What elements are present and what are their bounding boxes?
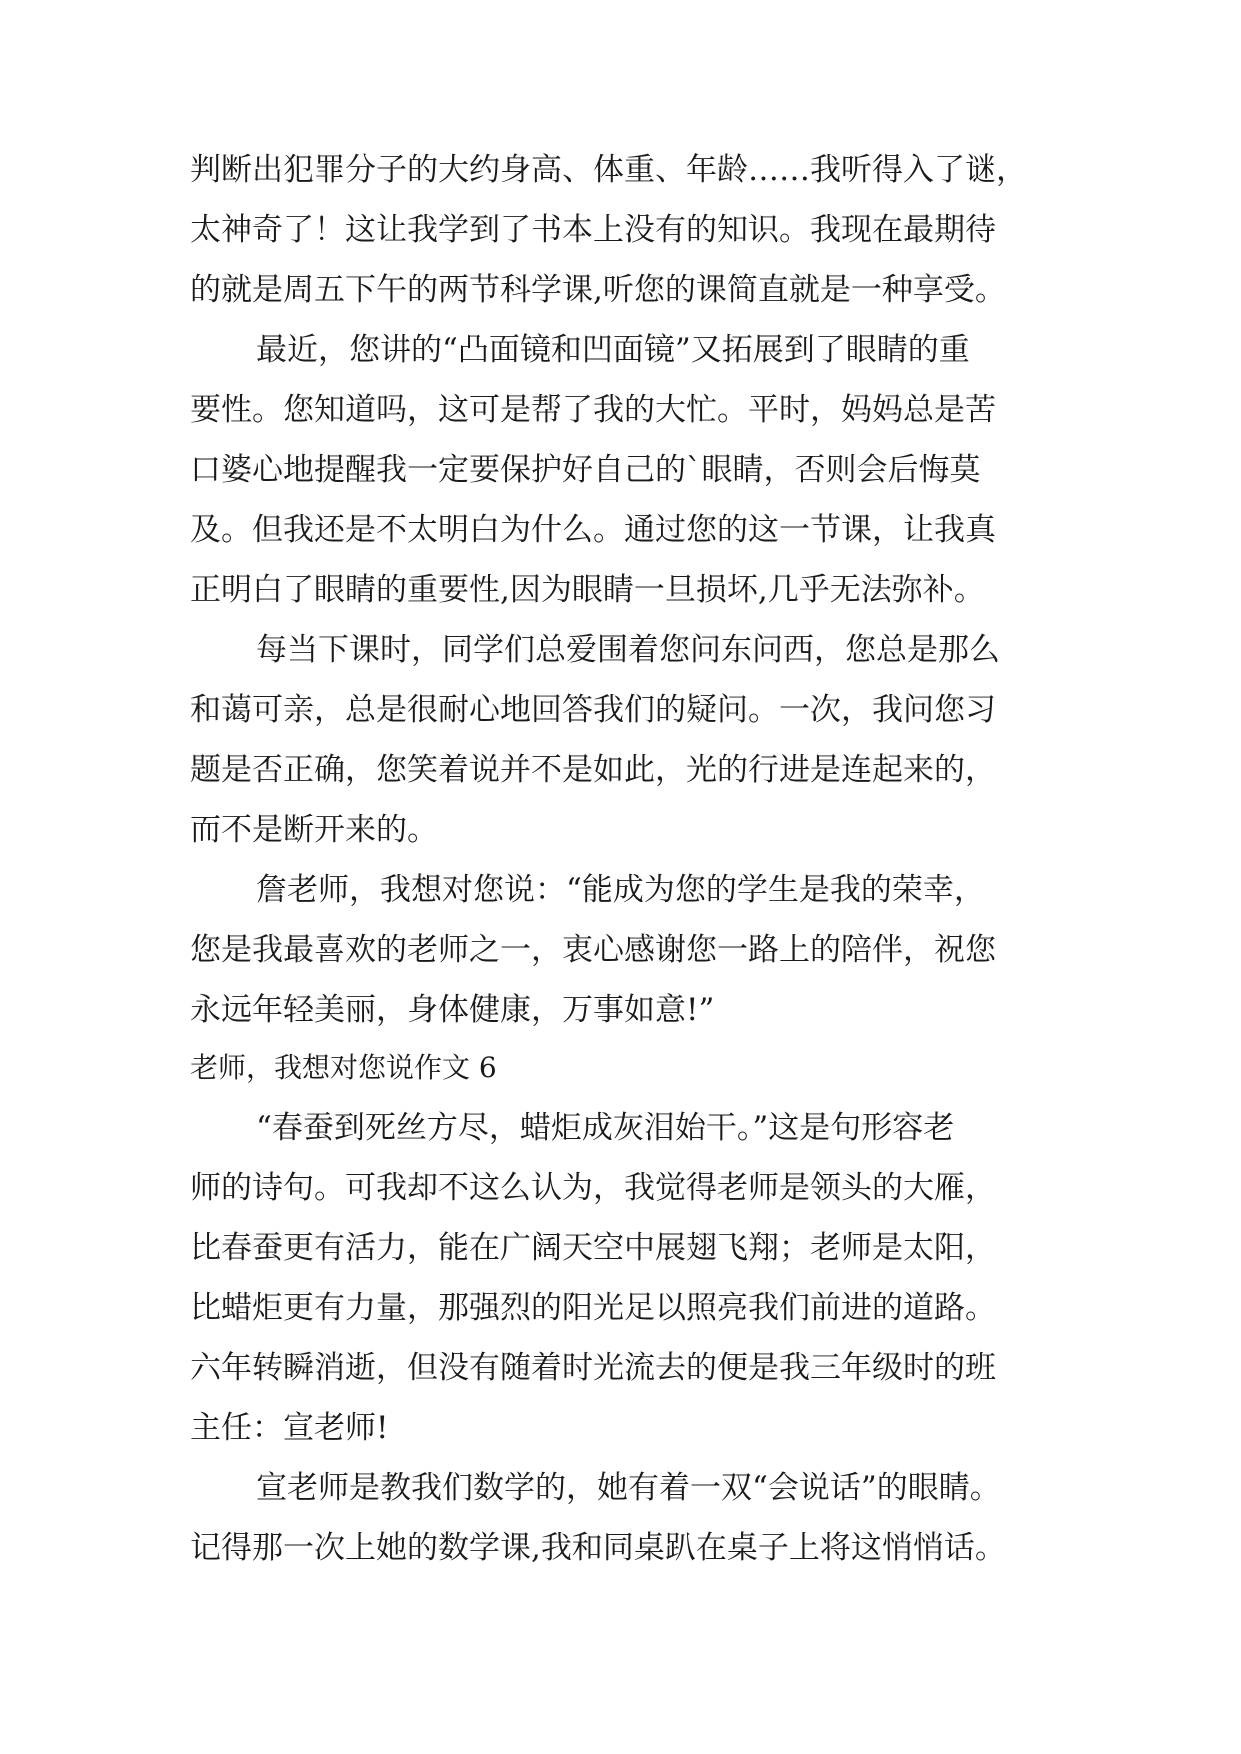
text-line: 要性。您知道吗，这可是帮了我的大忙。平时，妈妈总是苦: [190, 392, 996, 428]
text-line: 主任：宣老师!: [190, 1410, 389, 1446]
text-line: 题是否正确，您笑着说并不是如此，光的行进是连起来的，: [190, 752, 996, 788]
text-line: 比蜡炬更有力量，那强烈的阳光足以照亮我们前进的道路。: [190, 1290, 996, 1326]
text-line: 口婆心地提醒我一定要保护好自己的`眼睛，否则会后悔莫: [190, 452, 981, 488]
text-line: 师的诗句。可我却不这么认为，我觉得老师是领头的大雁，: [190, 1170, 996, 1206]
text-line: 判断出犯罪分子的大约身高、体重、年龄……我听得入了谜，: [190, 152, 1027, 188]
text-line: 太神奇了！这让我学到了书本上没有的知识。我现在最期待: [190, 212, 996, 248]
text-line: 永远年轻美丽，身体健康，万事如意!”: [190, 992, 715, 1028]
text-line: 和蔼可亲，总是很耐心地回答我们的疑问。一次，我问您习: [190, 692, 996, 728]
text-line: 记得那一次上她的数学课,我和同桌趴在桌子上将这悄悄话。: [190, 1530, 1006, 1566]
text-line: 詹老师，我想对您说：“能成为您的学生是我的荣幸，: [256, 872, 985, 908]
text-line: “春蚕到死丝方尽，蜡炬成灰泪始干。”这是句形容老: [256, 1110, 955, 1146]
text-line: 宣老师是教我们数学的，她有着一双“会说话”的眼睛。: [256, 1470, 1001, 1506]
text-line: 最近，您讲的“凸面镜和凹面镜”又拓展到了眼睛的重: [256, 332, 970, 368]
text-line: 比春蚕更有活力，能在广阔天空中展翅飞翔；老师是太阳，: [190, 1230, 996, 1266]
text-line: 及。但我还是不太明白为什么。通过您的这一节课，让我真: [190, 512, 996, 548]
text-line: 六年转瞬消逝，但没有随着时光流去的便是我三年级时的班: [190, 1350, 996, 1386]
text-line: 的就是周五下午的两节科学课,听您的课简直就是一种享受。: [190, 272, 1006, 308]
text-line: 您是我最喜欢的老师之一，衷心感谢您一路上的陪伴，祝您: [190, 932, 996, 968]
text-line: 每当下课时，同学们总爱围着您问东问西，您总是那么: [256, 632, 1000, 668]
section-title: 老师，我想对您说作文 6: [190, 1051, 497, 1084]
text-line: 而不是断开来的。: [190, 812, 438, 848]
text-line: 正明白了眼睛的重要性,因为眼睛一旦损坏,几乎无法弥补。: [190, 572, 985, 608]
